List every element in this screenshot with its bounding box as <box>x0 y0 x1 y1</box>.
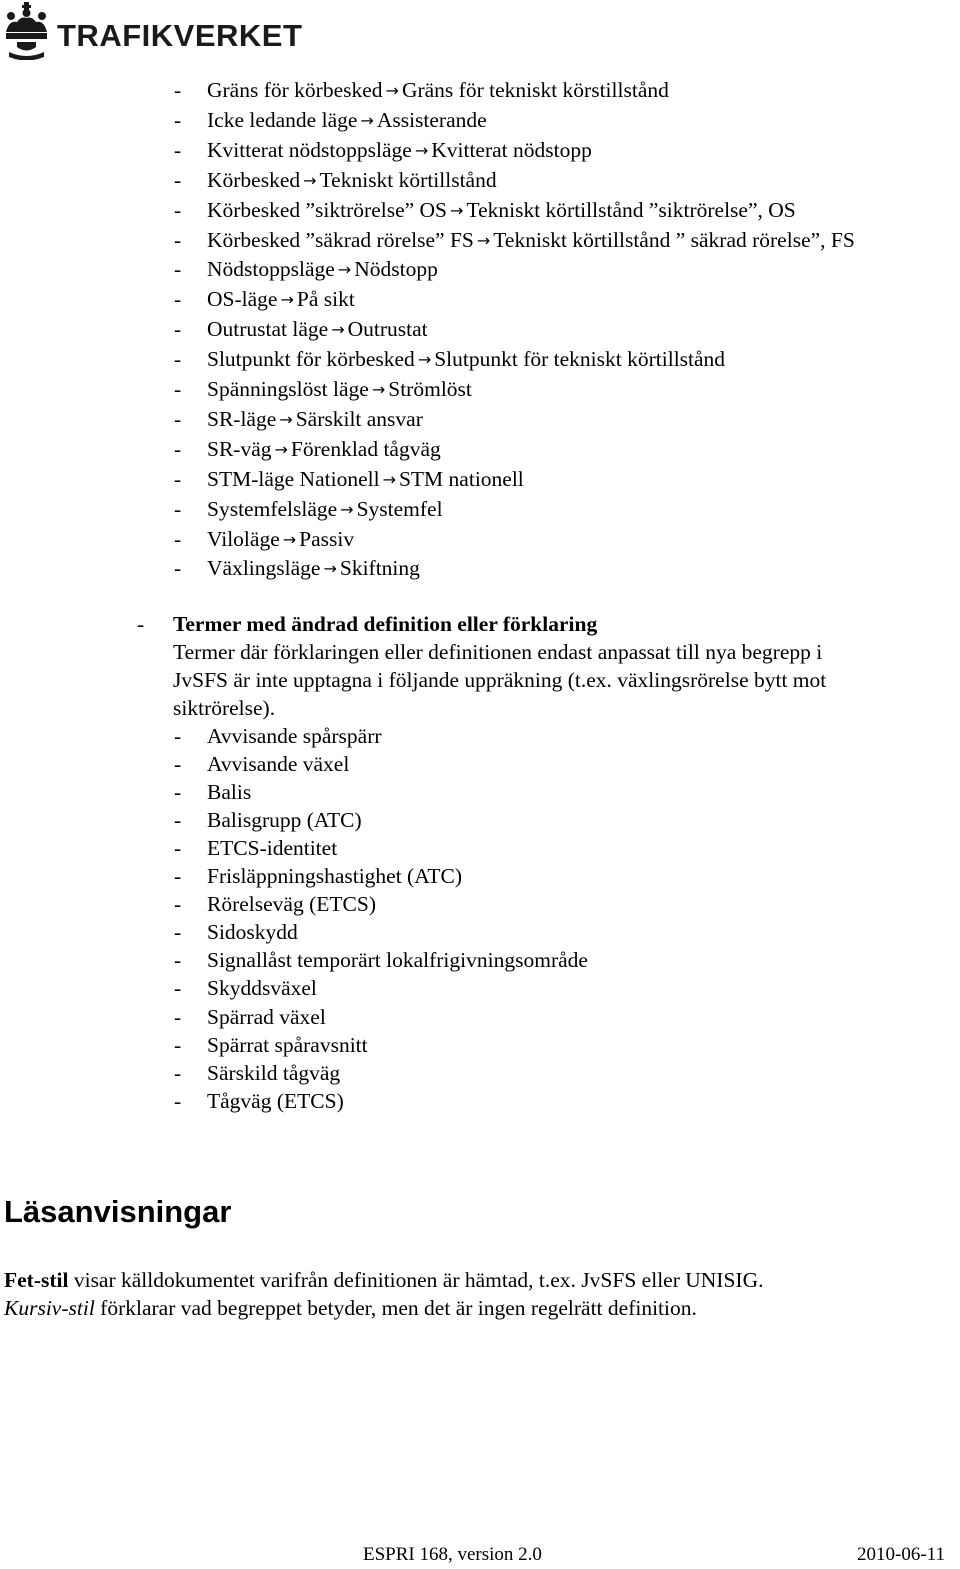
list-item-dash: - <box>174 780 182 804</box>
old-term: Körbesked ”siktrörelse” OS <box>207 198 448 222</box>
list-item-dash: - <box>174 287 182 311</box>
renamed-term-item <box>207 409 423 431</box>
list-item-dash: - <box>174 1061 182 1085</box>
right-arrow-icon: → <box>340 500 354 519</box>
old-term: Slutpunkt för körbesked <box>207 347 415 371</box>
renamed-term-item <box>207 529 354 551</box>
new-term: Tekniskt körtillstånd ”siktrörelse”, OS <box>466 198 796 222</box>
list-item-dash: - <box>174 228 182 252</box>
italic-style-label: Kursiv-stil <box>4 1296 95 1320</box>
changed-term-item: Signallåst temporärt lokalfrigivningsområde <box>207 948 588 972</box>
old-term: OS-läge <box>207 287 278 311</box>
renamed-term-item <box>207 379 472 401</box>
changed-term-item: Avvisande växel <box>207 752 350 776</box>
changed-term-item: Rörelseväg (ETCS) <box>207 892 376 916</box>
list-item-dash: - <box>174 377 182 401</box>
old-term: Outrustat läge <box>207 317 329 341</box>
section2-desc-line-1: Termer där förklaringen eller definitionen endast anpassat till nya begrepp i <box>173 640 823 664</box>
old-term: Viloläge <box>207 527 280 551</box>
right-arrow-icon: → <box>360 111 374 130</box>
list-item-dash: - <box>174 920 182 944</box>
new-term: Passiv <box>299 527 355 551</box>
list-item-dash: - <box>174 198 182 222</box>
list-item-dash: - <box>174 138 182 162</box>
changed-term-item: Sidoskydd <box>207 920 298 944</box>
old-term: Systemfelsläge <box>207 497 338 521</box>
new-term: Strömlöst <box>388 377 472 401</box>
list-item-dash: - <box>174 497 182 521</box>
list-item-dash: - <box>174 108 182 132</box>
new-term: Kvitterat nödstopp <box>431 138 592 162</box>
section2-dash: - <box>137 612 145 636</box>
bold-style-label: Fet-stil <box>4 1268 69 1292</box>
list-item-dash: - <box>174 836 182 860</box>
list-item-dash: - <box>174 527 182 551</box>
list-item-dash: - <box>174 556 182 580</box>
old-term: SR-väg <box>207 437 272 461</box>
renamed-term-item <box>207 349 725 371</box>
renamed-term-item <box>207 469 524 491</box>
list-item-dash: - <box>174 948 182 972</box>
changed-term-item: Spärrad växel <box>207 1005 326 1029</box>
trafikverket-logo <box>3 2 303 60</box>
changed-term-item: Balis <box>207 780 252 804</box>
list-item-dash: - <box>174 407 182 431</box>
crown-icon <box>3 2 51 60</box>
old-term: Körbesked ”säkrad rörelse” FS <box>207 228 474 252</box>
old-term: Gräns för körbesked <box>207 78 383 102</box>
changed-term-item: Skyddsväxel <box>207 976 317 1000</box>
new-term: Tekniskt körtillstånd ” säkrad rörelse”, FS <box>493 228 855 252</box>
list-item-dash: - <box>174 257 182 281</box>
changed-term-item: Spärrat spåravsnitt <box>207 1033 368 1057</box>
reading-line-2-text: förklarar vad begreppet betyder, men det är ingen regelrätt definition. <box>94 1296 697 1320</box>
logo-text: TRAFIKVERKET <box>57 18 303 53</box>
old-term: Kvitterat nödstoppsläge <box>207 138 412 162</box>
renamed-term-item <box>207 200 796 222</box>
renamed-term-item <box>207 499 443 521</box>
renamed-term-item <box>207 170 497 192</box>
list-item-dash: - <box>174 864 182 888</box>
new-term: Tekniskt körtillstånd <box>319 168 497 192</box>
new-term: Assisterande <box>376 108 487 132</box>
new-term: Särskilt ansvar <box>295 407 423 431</box>
new-term: Outrustat <box>347 317 428 341</box>
old-term: Körbesked <box>207 168 301 192</box>
new-term: Slutpunkt för tekniskt körtillstånd <box>434 347 726 371</box>
right-arrow-icon: → <box>371 380 386 399</box>
list-item-dash: - <box>174 724 182 748</box>
old-term: Icke ledande läge <box>207 108 358 132</box>
right-arrow-icon: → <box>417 350 432 369</box>
old-term: Nödstoppsläge <box>207 257 335 281</box>
changed-term-item: Särskild tågväg <box>207 1061 341 1085</box>
list-item-dash: - <box>174 892 182 916</box>
changed-term-item: Avvisande spårspärr <box>207 724 382 748</box>
list-item-dash: - <box>174 168 182 192</box>
new-term: Nödstopp <box>354 257 438 281</box>
new-term: Förenklad tågväg <box>290 437 441 461</box>
list-item-dash: - <box>174 467 182 491</box>
list-item-dash: - <box>174 78 182 102</box>
right-arrow-icon: → <box>279 410 293 429</box>
right-arrow-icon: → <box>476 231 491 250</box>
reading-line-1-text: visar källdokumentet varifrån definitionen är hämtad, t.ex. JvSFS eller UNISIG. <box>68 1268 764 1292</box>
list-item-dash: - <box>174 752 182 776</box>
list-item-dash: - <box>174 437 182 461</box>
old-term: Spänningslöst läge <box>207 377 369 401</box>
list-item-dash: - <box>174 347 182 371</box>
changed-term-item: Tågväg (ETCS) <box>207 1089 344 1113</box>
renamed-term-item <box>207 110 487 132</box>
list-item-dash: - <box>174 1005 182 1029</box>
new-term: Gräns för tekniskt körstillstånd <box>401 78 669 102</box>
new-term: Systemfel <box>356 497 443 521</box>
renamed-term-item <box>207 319 428 341</box>
reading-heading: Läsanvisningar <box>4 1194 232 1229</box>
right-arrow-icon: → <box>280 290 294 309</box>
old-term: STM-läge Nationell <box>207 467 380 491</box>
new-term: Skiftning <box>339 556 420 580</box>
list-item-dash: - <box>174 1033 182 1057</box>
right-arrow-icon: → <box>414 141 429 160</box>
list-item-dash: - <box>174 808 182 832</box>
renamed-term-item <box>207 289 355 311</box>
right-arrow-icon: → <box>282 530 297 549</box>
list-item-dash: - <box>174 1089 182 1113</box>
renamed-term-item <box>207 259 438 281</box>
right-arrow-icon: → <box>385 81 399 100</box>
new-term: STM nationell <box>398 467 524 491</box>
section2-desc-line-3: siktrörelse). <box>173 696 276 720</box>
old-term: SR-läge <box>207 407 277 431</box>
footer-date: 2010-06-11 <box>857 1544 945 1565</box>
renamed-term-item <box>207 140 592 162</box>
right-arrow-icon: → <box>274 440 288 459</box>
footer-doc-version: ESPRI 168, version 2.0 <box>363 1544 542 1565</box>
list-item-dash: - <box>174 976 182 1000</box>
changed-term-item: Balisgrupp (ATC) <box>207 808 362 832</box>
new-term: På sikt <box>296 287 355 311</box>
renamed-term-item <box>207 439 441 461</box>
right-arrow-icon: → <box>337 260 352 279</box>
renamed-term-item <box>207 80 669 102</box>
right-arrow-icon: → <box>303 171 317 190</box>
right-arrow-icon: → <box>382 470 396 489</box>
list-item-dash: - <box>174 317 182 341</box>
right-arrow-icon: → <box>450 201 464 220</box>
right-arrow-icon: → <box>323 559 337 578</box>
renamed-term-item <box>207 558 420 580</box>
reading-line-1 <box>4 1270 763 1292</box>
right-arrow-icon: → <box>331 320 345 339</box>
renamed-term-item <box>207 230 855 252</box>
reading-line-2 <box>4 1298 697 1320</box>
changed-term-item: ETCS-identitet <box>207 836 338 860</box>
changed-term-item: Frisläppningshastighet (ATC) <box>207 864 462 888</box>
old-term: Växlingsläge <box>207 556 321 580</box>
section2-title: Termer med ändrad definition eller förklaring <box>173 612 598 636</box>
section2-desc-line-2: JvSFS är inte upptagna i följande uppräkning (t.ex. växlingsrörelse bytt mot <box>173 668 827 692</box>
